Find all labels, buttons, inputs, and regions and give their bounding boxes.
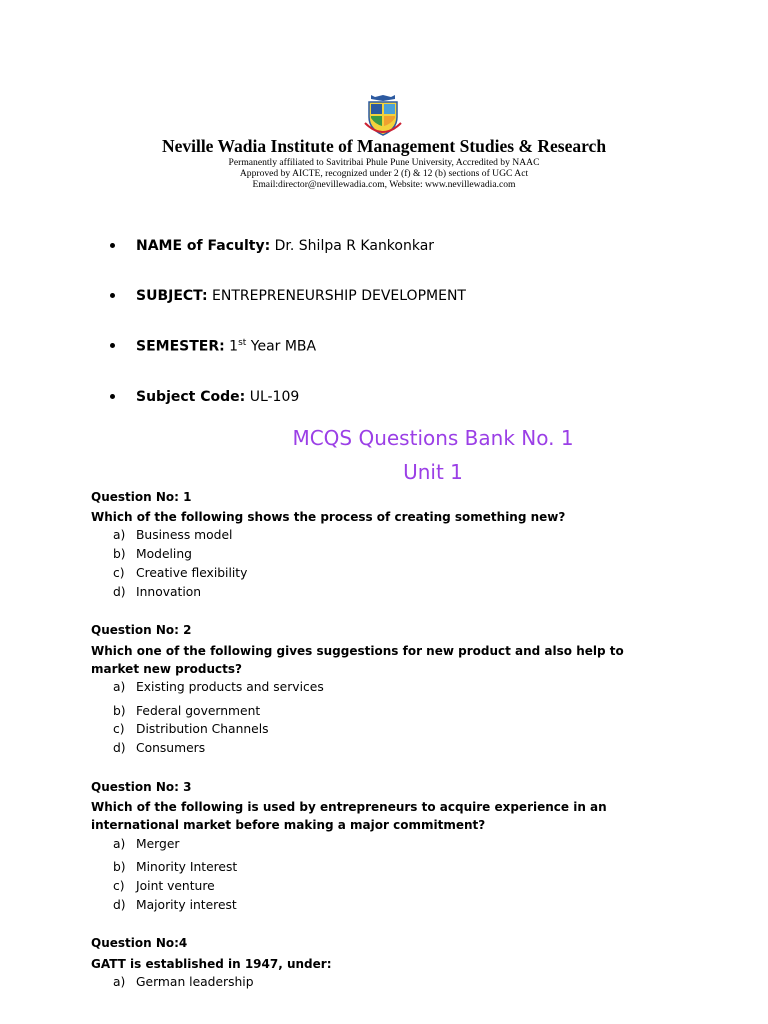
question-text: Which of the following is used by entrepreneurs to acquire experience in an international market before making a major commitment? [91, 800, 607, 832]
semester-ordinal: st [238, 338, 247, 348]
subject-value: ENTREPRENEURSHIP DEVELOPMENT [212, 288, 466, 304]
option-item [113, 722, 269, 736]
option-letter: a) [113, 837, 126, 851]
option-item [113, 528, 232, 542]
option-text: Business model [136, 528, 233, 542]
subject-code-label: Subject Code: [136, 389, 246, 405]
bullet-icon [110, 343, 115, 348]
question-bank-title: MCQS Questions Bank No. 1 [292, 426, 574, 450]
option-text: Consumers [136, 741, 206, 755]
option-letter: c) [113, 879, 125, 893]
option-text: Creative flexibility [136, 566, 248, 580]
option-letter: b) [113, 860, 126, 874]
option-item [113, 860, 237, 874]
option-letter: d) [113, 741, 126, 755]
option-text: Innovation [136, 585, 202, 599]
contact-line: Email:director@nevillewadia.com, Website: www.nevillewadia.com [252, 179, 516, 190]
bullet-icon [110, 394, 115, 399]
option-text: Modeling [136, 547, 192, 561]
institute-name: Neville Wadia Institute of Management Studies & Research [161, 136, 607, 156]
approval-line: Approved by AICTE, recognized under 2 (f) & 12 (b) sections of UGC Act [239, 168, 529, 179]
semester-label: SEMESTER: [136, 338, 225, 355]
option-text: Majority interest [136, 898, 237, 912]
unit-title: Unit 1 [403, 460, 463, 484]
subject-code-value: UL-109 [249, 389, 300, 405]
option-letter: b) [113, 704, 126, 718]
semester-value: Year MBA [250, 338, 317, 355]
option-letter: b) [113, 547, 126, 561]
option-text: Existing products and services [136, 680, 324, 694]
option-letter: a) [113, 680, 126, 694]
option-letter: a) [113, 528, 126, 542]
option-text: Distribution Channels [136, 722, 269, 736]
option-letter: c) [113, 566, 125, 580]
option-letter: a) [113, 975, 126, 989]
option-text: Joint venture [136, 879, 215, 893]
option-text: German leadership [136, 975, 254, 989]
option-item [113, 585, 201, 599]
semester-number: 1 [229, 338, 239, 355]
option-item [113, 837, 179, 851]
question-heading: Question No: 3 [91, 780, 192, 794]
affiliation-line: Permanently affiliated to Savitribai Phule Pune University, Accredited by NAAC [228, 157, 540, 168]
option-item [113, 879, 215, 893]
option-item [113, 680, 324, 694]
question-heading: Question No: 2 [91, 623, 192, 637]
subject-label: SUBJECT: [136, 288, 208, 304]
option-item [113, 741, 205, 755]
option-item [113, 898, 237, 912]
question-text: GATT is established in 1947, under: [91, 957, 332, 971]
question-text: Which one of the following gives suggestions for new product and also help to market new products? [91, 644, 624, 676]
option-item [113, 975, 254, 989]
question-heading: Question No: 1 [91, 490, 192, 504]
faculty-value: Dr. Shilpa R Kankonkar [274, 238, 435, 254]
option-text: Minority Interest [136, 860, 238, 874]
option-text: Merger [136, 837, 180, 851]
question-heading: Question No:4 [91, 936, 188, 950]
faculty-label: NAME of Faculty: [136, 238, 271, 254]
option-item [113, 547, 192, 561]
bullet-icon [110, 243, 115, 248]
option-letter: c) [113, 722, 125, 736]
option-item [113, 704, 260, 718]
option-letter: d) [113, 898, 126, 912]
option-text: Federal government [136, 704, 261, 718]
bullet-icon [110, 293, 115, 298]
option-letter: d) [113, 585, 126, 599]
question-text: Which of the following shows the process of creating something new? [91, 510, 566, 524]
institute-crest-icon [361, 93, 405, 137]
option-item [113, 566, 247, 580]
